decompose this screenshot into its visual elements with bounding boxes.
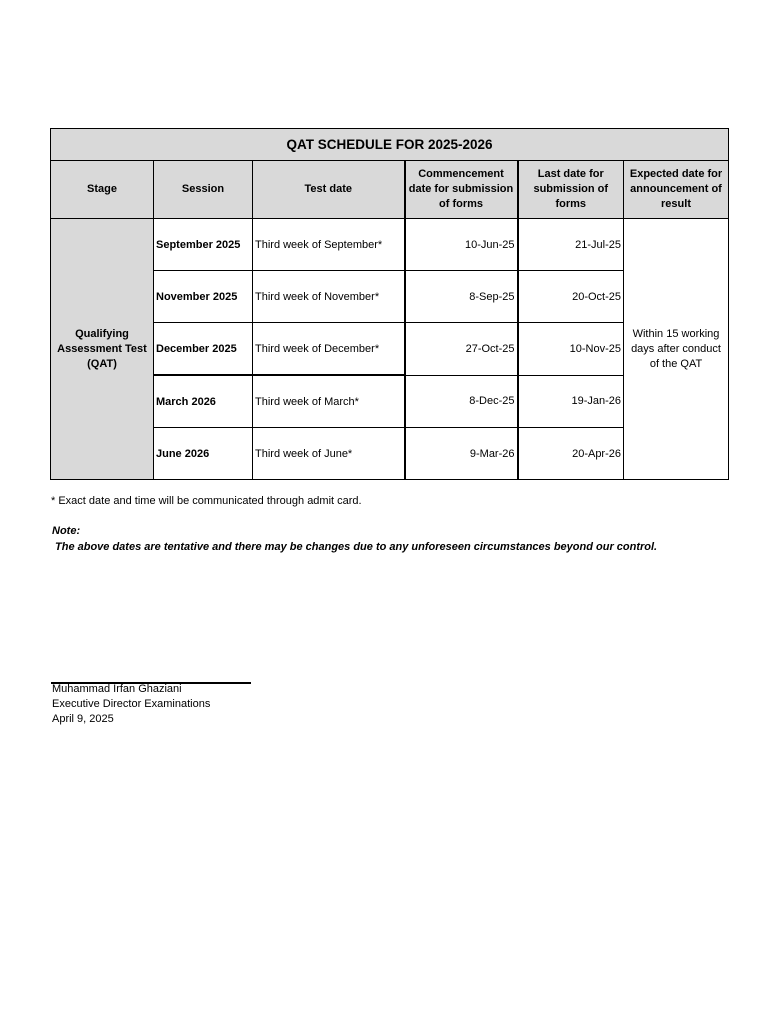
title-row (51, 129, 729, 161)
last-date-cell: 19-Jan-26 (518, 375, 624, 428)
header-session: Session (154, 161, 253, 219)
commencement-cell: 27-Oct-25 (405, 323, 518, 376)
last-date-cell: 10-Nov-25 (518, 323, 624, 376)
commencement-cell: 8-Dec-25 (405, 375, 518, 428)
session-cell: June 2026 (154, 428, 253, 480)
session-cell: November 2025 (154, 271, 253, 323)
note-label: Note: (52, 525, 81, 537)
test-date-cell: Third week of June* (253, 428, 405, 480)
header-test-date: Test date (253, 161, 405, 219)
table-row (51, 219, 729, 271)
stage-cell: Qualifying Assessment Test (QAT) (51, 219, 154, 480)
header-stage: Stage (51, 161, 154, 219)
last-date-cell: 20-Apr-26 (518, 428, 624, 480)
table-title: QAT SCHEDULE FOR 2025-2026 (51, 129, 729, 161)
test-date-cell: Third week of November* (253, 271, 405, 323)
signature-date: April 9, 2025 (52, 713, 114, 725)
schedule-table (50, 128, 729, 480)
commencement-cell: 9-Mar-26 (405, 428, 518, 480)
header-commencement-date: Commencement date for submission of forms (405, 161, 518, 219)
last-date-cell: 21-Jul-25 (518, 219, 624, 271)
session-cell: December 2025 (154, 323, 253, 376)
commencement-cell: 8-Sep-25 (405, 271, 518, 323)
header-last-date: Last date for submission of forms (518, 161, 624, 219)
signatory-title: Executive Director Examinations (52, 698, 211, 710)
session-cell: March 2026 (154, 375, 253, 428)
footnote: * Exact date and time will be communicated through admit card. (51, 495, 362, 507)
commencement-cell: 10-Jun-25 (405, 219, 518, 271)
header-expected-result-date: Expected date for announcement of result (624, 161, 729, 219)
test-date-cell: Third week of September* (253, 219, 405, 271)
test-date-cell: Third week of December* (253, 323, 405, 376)
last-date-cell: 20-Oct-25 (518, 271, 624, 323)
header-row (51, 161, 729, 219)
signatory-name: Muhammad Irfan Ghaziani (52, 683, 182, 695)
note-text: The above dates are tentative and there may be changes due to any unforeseen circumstances beyond our control. (55, 541, 658, 553)
test-date-cell: Third week of March* (253, 375, 405, 428)
expected-result-cell: Within 15 working days after conduct of the QAT (624, 219, 729, 480)
session-cell: September 2025 (154, 219, 253, 271)
